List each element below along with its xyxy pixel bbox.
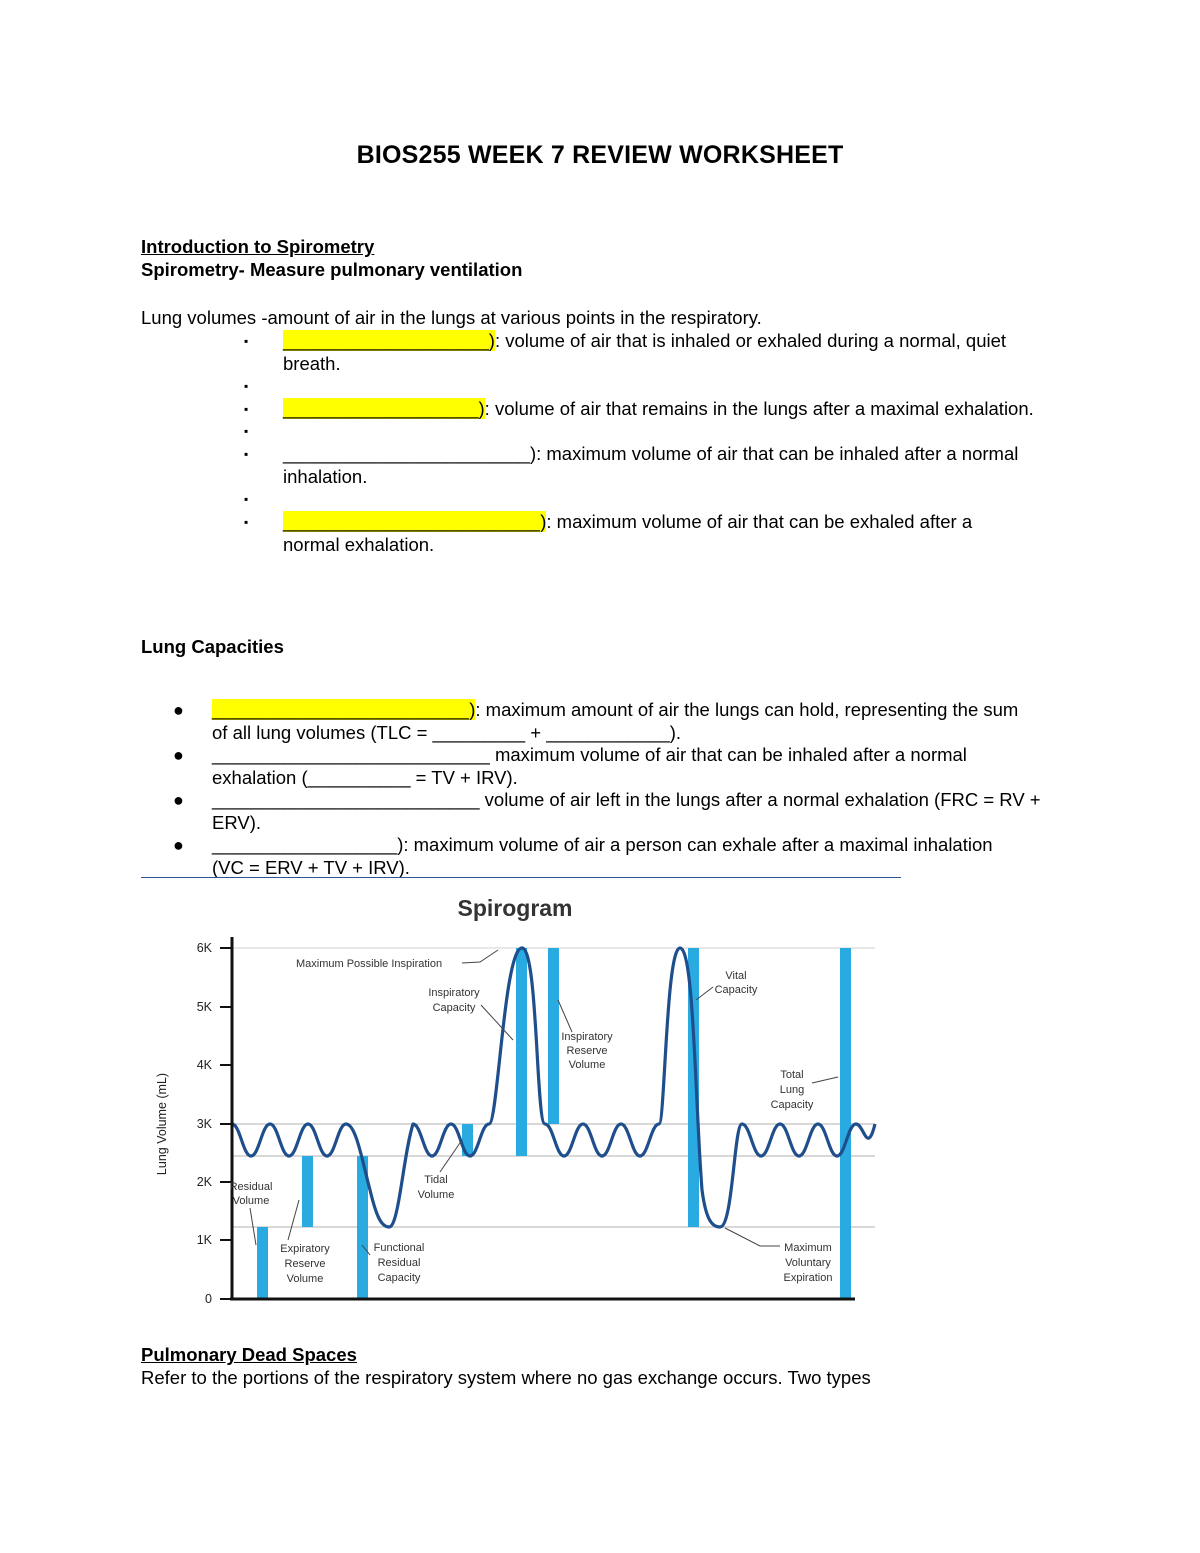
annotation-irv: Inspiratory	[561, 1031, 613, 1043]
annotation-irv-3: Volume	[568, 1059, 606, 1071]
fill-in-blank[interactable]: _________________________	[283, 511, 541, 532]
annotation-tlc-3: Capacity	[770, 1099, 814, 1111]
bar-residual-volume	[257, 1227, 268, 1299]
capacity-item-continuation: ERV).	[212, 812, 262, 833]
capacity-item: __________________): maximum volume of air a person can exhale after a maximal inhalation	[212, 834, 993, 855]
list-item: ________________________): maximum volume of air that can be inhaled after a normal	[283, 443, 1019, 464]
page-title: BIOS255 WEEK 7 REVIEW WORKSHEET	[356, 141, 844, 169]
y-tick-label: 3K	[196, 1117, 212, 1131]
annotation-tidal-volume: Tidal	[424, 1174, 448, 1186]
dead-space-heading: Pulmonary Dead Spaces	[141, 1344, 357, 1365]
fill-in-blank[interactable]: ________________________	[283, 443, 530, 464]
y-tick-label: 4K	[196, 1058, 212, 1072]
list-item: _________________________): maximum volume of air that can be exhaled after a	[283, 511, 973, 532]
fill-in-blank[interactable]: ____________________	[283, 330, 489, 351]
list-item-continuation: breath.	[283, 353, 341, 374]
annotation-leader	[462, 950, 498, 963]
annotation-mve: Maximum	[784, 1242, 832, 1254]
intro-subheading: Spirometry- Measure pulmonary ventilation	[141, 259, 523, 280]
capacity-item-continuation: exhalation (__________ = TV + IRV).	[212, 767, 518, 788]
annotation-frc: Functional	[373, 1242, 425, 1254]
fill-in-blank[interactable]: _________________________	[212, 699, 470, 720]
annotation-leader	[481, 1005, 513, 1040]
annotation-erv-3: Volume	[286, 1273, 324, 1285]
annotation-residual-volume: Residual	[229, 1181, 273, 1193]
list-item-continuation: normal exhalation.	[283, 534, 435, 555]
annotation-erv: Expiratory	[280, 1243, 330, 1255]
annotation-mve-3: Expiration	[783, 1272, 833, 1284]
square-bullet-icon: ▪	[244, 492, 249, 506]
annotation-leader	[812, 1077, 838, 1083]
y-tick-label: 0	[205, 1292, 212, 1306]
y-tick-label: 2K	[196, 1175, 212, 1189]
y-tick-label: 6K	[196, 941, 212, 955]
y-tick-label: 5K	[196, 1000, 212, 1014]
bar-inspiratory-reserve-volume	[548, 948, 559, 1124]
bar-total-lung-capacity	[840, 948, 851, 1299]
annotation-mve-2: Voluntary	[785, 1257, 831, 1269]
annotation-leader	[725, 1228, 780, 1246]
capacities-heading: Lung Capacities	[141, 636, 284, 657]
annotation-tidal-volume-2: Volume	[417, 1189, 455, 1201]
capacity-item-continuation: of all lung volumes (TLC = _________ + ____________).	[212, 722, 682, 743]
capacity-item: __________________________ volume of air left in the lungs after a normal exhalation (FRC = RV +	[212, 789, 1041, 810]
annotation-irv-2: Reserve	[566, 1045, 608, 1057]
annotation-residual-volume-2: Volume	[232, 1195, 270, 1207]
annotation-leader	[288, 1200, 299, 1240]
annotation-tlc-2: Lung	[779, 1084, 805, 1096]
bar-expiratory-reserve-volume	[302, 1156, 313, 1227]
square-bullet-icon: ▪	[244, 447, 249, 461]
annotation-vital-capacity: Vital	[725, 970, 747, 982]
round-bullet-icon: ●	[173, 745, 184, 765]
square-bullet-icon: ▪	[244, 424, 249, 438]
square-bullet-icon: ▪	[244, 402, 249, 416]
intro-heading: Introduction to Spirometry	[141, 236, 375, 257]
round-bullet-icon: ●	[173, 835, 184, 855]
annotation-insp-capacity: Inspiratory	[428, 987, 480, 999]
y-tick-label: 1K	[196, 1233, 212, 1247]
round-bullet-icon: ●	[173, 700, 184, 720]
annotation-max-inspiration: Maximum Possible Inspiration	[296, 958, 443, 970]
capacity-item-continuation: (VC = ERV + TV + IRV).	[212, 857, 410, 878]
annotation-erv-2: Reserve	[284, 1258, 326, 1270]
annotation-vital-capacity-2: Capacity	[714, 984, 758, 996]
dead-space-text: Refer to the portions of the respiratory system where no gas exchange occurs. Two types	[141, 1367, 871, 1388]
square-bullet-icon: ▪	[244, 515, 249, 529]
chart-ylabel: Lung Volume (mL)	[155, 1072, 169, 1176]
square-bullet-icon: ▪	[244, 379, 249, 393]
square-bullet-icon: ▪	[244, 334, 249, 348]
annotation-frc-2: Residual	[377, 1257, 421, 1269]
intro-lead: Lung volumes -amount of air in the lungs at various points in the respiratory.	[141, 307, 762, 328]
capacity-item: _________________________): maximum amount of air the lungs can hold, representing the sum	[212, 699, 1019, 720]
chart-title: Spirogram	[457, 895, 573, 921]
list-item-continuation: inhalation.	[283, 466, 368, 487]
annotation-frc-3: Capacity	[377, 1272, 421, 1284]
annotation-tlc: Total	[780, 1069, 804, 1081]
capacity-item: ___________________________ maximum volume of air that can be inhaled after a normal	[212, 744, 967, 765]
round-bullet-icon: ●	[173, 790, 184, 810]
fill-in-blank[interactable]: ___________________	[283, 398, 479, 419]
list-item: ____________________): volume of air that is inhaled or exhaled during a normal, quiet	[283, 330, 1007, 351]
annotation-insp-capacity-2: Capacity	[432, 1002, 476, 1014]
list-item: ___________________): volume of air that remains in the lungs after a maximal exhalation.	[283, 398, 1034, 419]
annotation-leader	[558, 1000, 572, 1032]
bar-inspiratory-capacity	[516, 948, 527, 1156]
y-ticks	[220, 948, 232, 1299]
